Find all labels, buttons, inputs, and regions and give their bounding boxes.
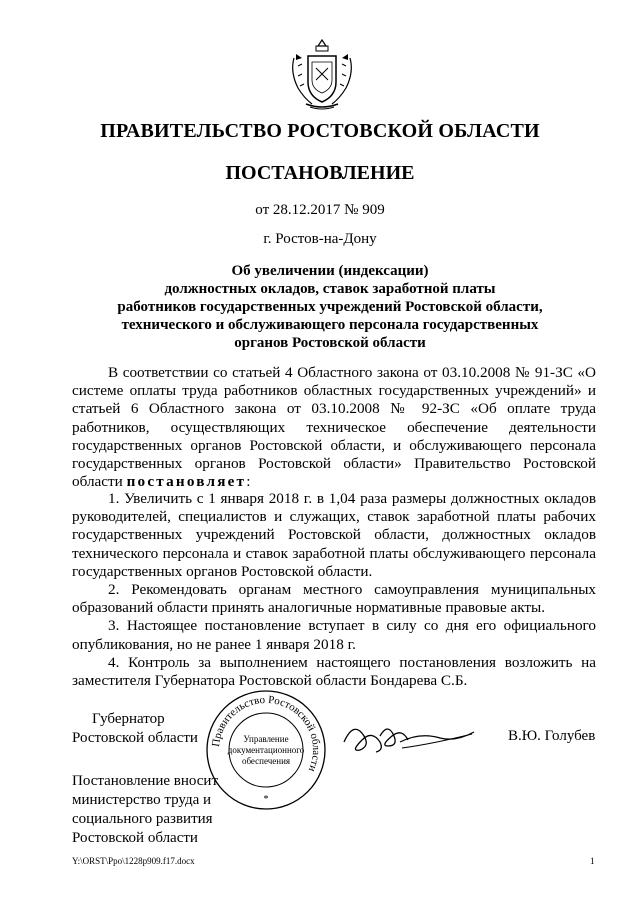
page-number: 1 (590, 856, 595, 866)
seal-star: * (263, 794, 269, 805)
document-date-number: от 28.12.2017 № 909 (255, 202, 385, 218)
seal-ring-text: Правительство Ростовской области (210, 693, 323, 774)
rostov-oblast-coat-of-arms-icon (286, 36, 358, 112)
preamble-text: В соответствии со статьей 4 Областного закона от 03.10.2008 № 91-ЗС «О системе оплаты труда работников областных государственных учреждений» и статьей 6 Областного закона от 03.10.2008 № 92-ЗС «Об оплате труда работников, осуществляющих техническое обеспечение деятельности государственных органов Ростовской области, и обслуживающего персонала государственных органов Ростовской области» Правительство Ростовской области (72, 364, 596, 491)
decree-word: постановляет (126, 473, 247, 491)
submitted-by-line: Постановление вносит (72, 773, 219, 789)
clause-2: 2. Рекомендовать органам местного самоуправления муниципальных образований области принять аналогичные нормативные правовые акты. (72, 581, 596, 617)
submitted-by-line: министерство труда и (72, 792, 212, 808)
seal-center-line: обеспечения (241, 756, 291, 766)
subject-line: Об увеличении (индексации) (231, 263, 429, 279)
document-subject (80, 262, 580, 352)
signatory-position (72, 710, 212, 748)
signer-name: В.Ю. Голубев (508, 728, 596, 744)
signatory-position-line: Губернатор (92, 711, 165, 727)
subject-line: должностных окладов, ставок заработной платы (164, 281, 496, 297)
subject-line: работников государственных учреждений Ростовской области, (117, 299, 543, 315)
seal-center-line: Управление (243, 734, 289, 744)
footer-file-path: Y:\ORST\Ppo\1228p909.f17.docx (72, 856, 195, 866)
clause-4: 4. Контроль за выполнением настоящего постановления возложить на заместителя Губернатора Ростовской области Бондарева С.Б. (72, 653, 596, 690)
government-name: ПРАВИТЕЛЬСТВО РОСТОВСКОЙ ОБЛАСТИ (100, 120, 540, 142)
document-type: ПОСТАНОВЛЕНИЕ (225, 162, 415, 184)
clause-3: 3. Настоящее постановление вступает в силу со дня его официального опубликования, но не ранее 1 января 2018 г. (72, 617, 596, 653)
clauses (72, 490, 596, 690)
preamble (72, 364, 596, 491)
decree-colon: : (246, 473, 251, 491)
seal-center-line: документационного (227, 745, 305, 755)
submitted-by-line: Ростовской области (72, 830, 198, 846)
subject-line: органов Ростовской области (234, 335, 426, 351)
clause-1: 1. Увеличить с 1 января 2018 г. в 1,04 раза размеры должностных окладов руководителей, специалистов и служащих, ставок заработной платы рабочих государственных учреждений Ростовской области, должностных окладов технического персонала и ставок заработной платы обслуживающего персонала государственных органов Ростовской области. (72, 490, 596, 580)
signatory-position-line: Ростовской области (72, 730, 198, 746)
handwritten-signature (340, 712, 480, 762)
submitted-by-line: социального развития (72, 811, 213, 827)
submitted-by (72, 772, 232, 848)
subject-line: технического и обслуживающего персонала государственных (121, 317, 539, 333)
document-city: г. Ростов-на-Дону (263, 231, 377, 247)
